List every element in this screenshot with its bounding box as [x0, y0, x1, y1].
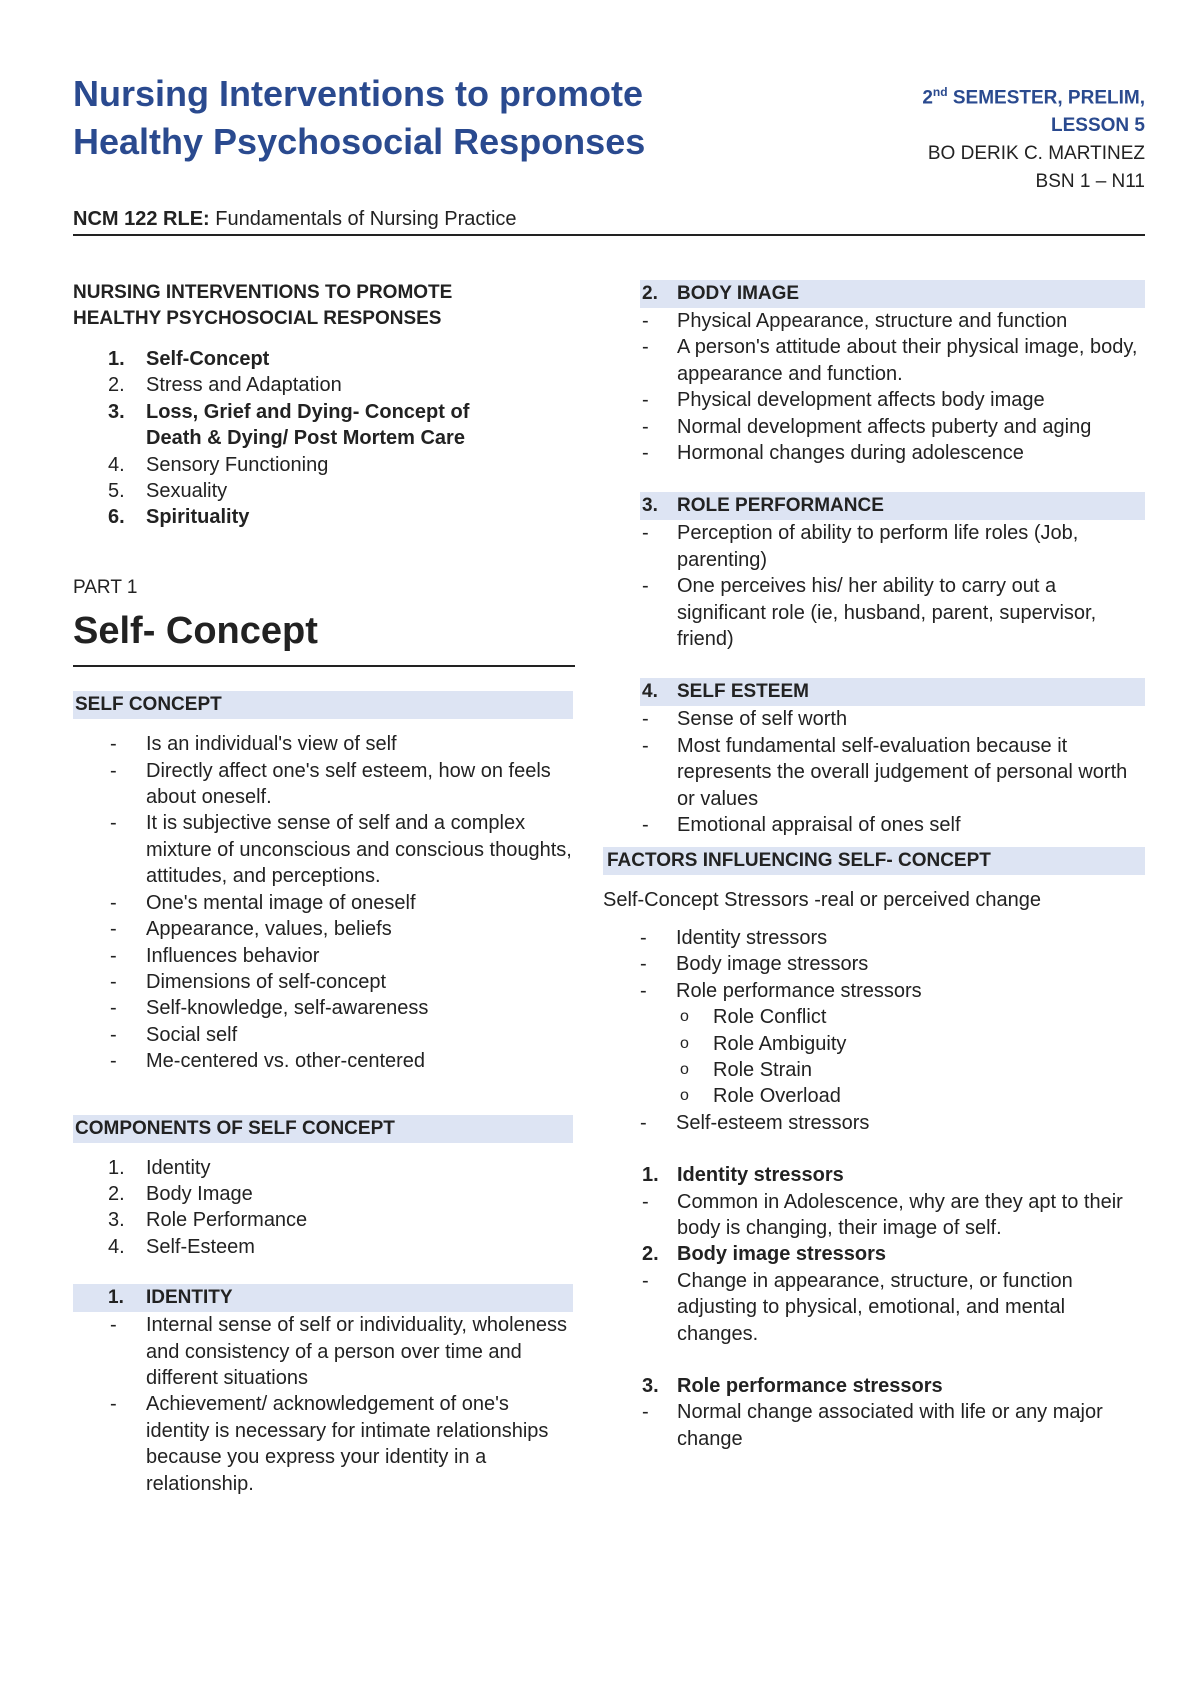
identity-heading: 1. IDENTITY — [73, 1284, 573, 1312]
topic-item: 4. Sensory Functioning — [108, 453, 329, 476]
list-item: - Appearance, values, beliefs — [73, 916, 573, 942]
title-line-1: Nursing Interventions to promote — [73, 73, 644, 114]
part-title: Self- Concept — [73, 610, 318, 653]
list-item: - Perception of ability to perform life roles (Job, parenting) — [640, 520, 1145, 573]
stressor-list — [640, 1189, 1145, 1242]
document-title — [73, 70, 773, 166]
list-item: - Identity stressors — [603, 925, 1145, 951]
list-item: - Social self — [73, 1022, 573, 1048]
self-esteem-list — [640, 706, 1145, 838]
list-item: - It is subjective sense of self and a complex mixture of unconscious and conscious thoughts, attitudes, and perceptions. — [73, 810, 573, 889]
sublist-item: o Role Ambiguity — [603, 1031, 1145, 1057]
document-meta — [785, 78, 1145, 196]
identity-list — [73, 1312, 573, 1497]
body-image-heading: 2. BODY IMAGE — [640, 280, 1145, 308]
topic-item: 6. Spirituality — [108, 506, 250, 529]
self-concept-heading: SELF CONCEPT — [73, 691, 573, 719]
factors-list-b — [603, 1110, 1145, 1136]
body-image-list — [640, 308, 1145, 466]
list-item: - Physical Appearance, structure and function — [640, 308, 1145, 334]
topic-item: 2. Stress and Adaptation — [108, 374, 342, 397]
topic-item: 5. Sexuality — [108, 480, 228, 503]
list-item: - Body image stressors — [603, 951, 1145, 977]
right-column — [603, 280, 1145, 1452]
list-item: - Normal development affects puberty and aging — [640, 414, 1145, 440]
list-item: - Is an individual's view of self — [73, 731, 573, 757]
topic-item: 1. Self-Concept — [108, 348, 270, 370]
left-column — [73, 280, 573, 1497]
topic-list — [73, 346, 573, 531]
self-concept-list — [73, 731, 573, 1074]
course-line: NCM 122 RLE: Fundamentals of Nursing Practice — [73, 208, 517, 230]
author-name: BO DERIK C. MARTINEZ — [927, 143, 1145, 165]
sublist-item: o Role Overload — [603, 1083, 1145, 1109]
list-item: - One's mental image of oneself — [73, 890, 573, 916]
component-item: 4. Self-Esteem — [108, 1235, 255, 1258]
lesson-label: LESSON 5 — [1051, 115, 1145, 137]
list-item: - Achievement/ acknowledgement of one's identity is necessary for intimate relationships because you express your identity in a relationship. — [73, 1391, 573, 1497]
list-item: - Directly affect one's self esteem, how on feels about oneself. — [73, 758, 573, 811]
stressor-list — [640, 1399, 1145, 1452]
list-item: - Dimensions of self-concept — [73, 969, 573, 995]
list-item: - Sense of self worth — [640, 706, 1145, 732]
part-label: PART 1 — [73, 576, 138, 598]
semester-label: 2nd SEMESTER, PRELIM, — [922, 85, 1145, 109]
components-list — [73, 1155, 573, 1261]
stressor-heading: 1. Identity stressors — [642, 1164, 844, 1187]
list-item: - Emotional appraisal of ones self — [640, 812, 1145, 838]
sublist-item: o Role Conflict — [603, 1004, 1145, 1030]
list-item: - Internal sense of self or individuality, wholeness and consistency of a person over time and different situations — [73, 1312, 573, 1391]
list-item: - One perceives his/ her ability to carry out a significant role (ie, husband, parent, supervisor, friend) — [640, 573, 1145, 652]
role-performance-heading: 3. ROLE PERFORMANCE — [640, 492, 1145, 520]
factors-list — [603, 925, 1145, 1004]
role-stressor-sublist — [603, 1004, 1145, 1110]
role-performance-list — [640, 520, 1145, 652]
list-item: - Self-esteem stressors — [603, 1110, 1145, 1136]
intro-heading: NURSING INTERVENTIONS TO PROMOTE HEALTHY PSYCHOSOCIAL RESPONSES — [73, 282, 453, 329]
list-item: - Normal change associated with life or any major change — [640, 1399, 1145, 1452]
factors-intro: Self-Concept Stressors -real or perceived change — [603, 888, 1041, 911]
list-item: - Self-knowledge, self-awareness — [73, 995, 573, 1021]
list-item: - Most fundamental self-evaluation because it represents the overall judgement of personal worth or values — [640, 733, 1145, 812]
list-item: - Change in appearance, structure, or function adjusting to physical, emotional, and mental changes. — [640, 1268, 1145, 1347]
list-item: - Hormonal changes during adolescence — [640, 440, 1145, 466]
document-header — [73, 70, 1145, 240]
stressor-heading: 3. Role performance stressors — [642, 1375, 943, 1397]
list-item: - Role performance stressors — [603, 978, 1145, 1004]
list-item: - Me-centered vs. other-centered — [73, 1048, 573, 1074]
component-item: 3. Role Performance — [108, 1209, 308, 1232]
component-item: 2. Body Image — [108, 1182, 253, 1205]
title-line-2: Healthy Psychosocial Responses — [73, 121, 646, 162]
list-item: - Physical development affects body image — [640, 387, 1145, 413]
factors-heading: FACTORS INFLUENCING SELF- CONCEPT — [603, 847, 1145, 875]
component-item: 1. Identity — [108, 1156, 211, 1179]
topic-item: 3. Loss, Grief and Dying- Concept of Death & Dying/ Post Mortem Care — [108, 400, 470, 450]
stressor-heading: 2. Body image stressors — [642, 1243, 886, 1266]
list-item: - Influences behavior — [73, 943, 573, 969]
sublist-item: o Role Strain — [603, 1057, 1145, 1083]
components-heading: COMPONENTS OF SELF CONCEPT — [73, 1115, 573, 1143]
self-esteem-heading: 4. SELF ESTEEM — [640, 678, 1145, 706]
list-item: - Common in Adolescence, why are they apt to their body is changing, their image of self. — [640, 1189, 1145, 1242]
section-label: BSN 1 – N11 — [1035, 171, 1145, 193]
part-divider — [73, 665, 575, 667]
list-item: - A person's attitude about their physical image, body, appearance and function. — [640, 334, 1145, 387]
header-divider — [73, 234, 1145, 236]
stressor-list — [640, 1268, 1145, 1347]
